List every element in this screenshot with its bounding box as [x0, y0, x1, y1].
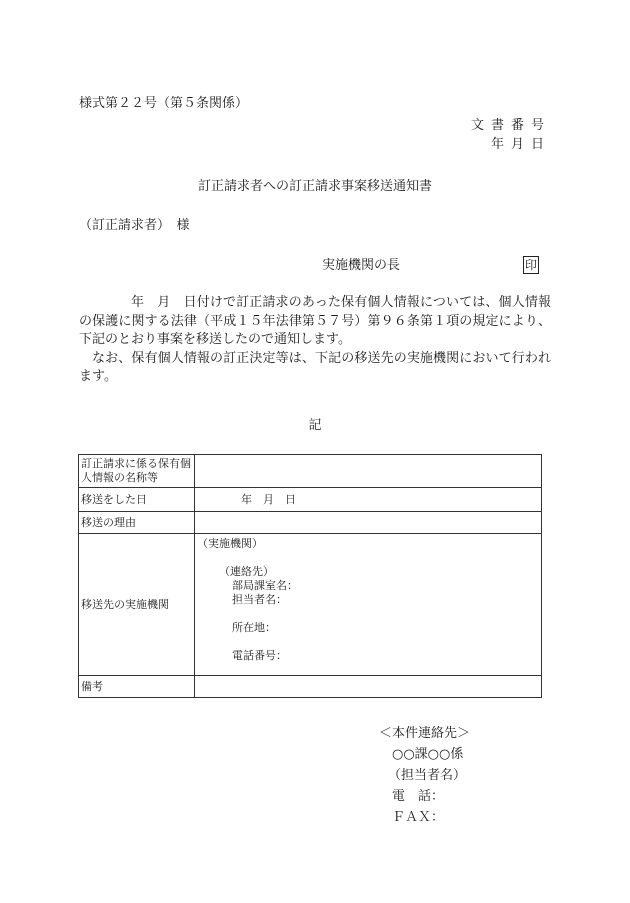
- table-row: [79, 512, 542, 534]
- table-row: [79, 676, 542, 698]
- contact-block: [379, 723, 470, 828]
- label-cell: [79, 455, 195, 488]
- form-number: 様式第２２号（第５条関係）: [79, 96, 249, 111]
- document-title: 訂正請求者への訂正請求事案移送通知書: [197, 179, 432, 194]
- row-label-remarks: 備考: [79, 676, 195, 698]
- person-label: 担当者名：: [232, 593, 287, 606]
- addressee: （訂正請求者） 様: [79, 218, 190, 233]
- ki-heading: 記: [308, 418, 322, 433]
- row-label-transfer-date: 移送をした日: [79, 488, 195, 512]
- row-label-info-name: 訂正請求に係る保有個人情報の名称等: [81, 457, 191, 484]
- transfer-info-table: [78, 454, 542, 698]
- contact-fax: ＦＡＸ：: [392, 810, 445, 825]
- document-number-label: 文書番号: [470, 118, 551, 133]
- institution-label: （実施機関）: [197, 537, 263, 550]
- contact-person: （担当者名）: [388, 768, 467, 783]
- contact-phone: 電 話：: [392, 789, 445, 804]
- phone-label: 電話番号：: [232, 649, 287, 662]
- value-cell-remarks: [195, 676, 542, 698]
- contact-label: （連絡先）: [219, 565, 274, 578]
- row-label-transfer-reason: 移送の理由: [79, 512, 195, 534]
- value-cell-info-name: [195, 455, 542, 488]
- table-row: [79, 488, 542, 512]
- date-label: 年月日: [490, 137, 551, 152]
- table-row: [79, 534, 542, 676]
- contact-heading: ＜本件連絡先＞: [379, 726, 471, 741]
- sender-title: 実施機関の長: [322, 258, 401, 273]
- contact-section: ○○課○○係: [392, 747, 464, 762]
- body-paragraph-1: 年 月 日付けで訂正請求のあった保有個人情報については、個人情報の保護に関する法律（平成１５年法律第５７号）第９６条第１項の規定により、下記のとおり事案を移送したので通知します。: [79, 295, 551, 347]
- value-cell-transfer-reason: [195, 512, 542, 534]
- seal-stamp: 印: [524, 258, 537, 272]
- table-row: [79, 455, 542, 488]
- row-label-destination: 移送先の実施機関: [79, 534, 195, 676]
- address-label: 所在地：: [232, 621, 276, 634]
- transfer-date-value: 年 月 日: [241, 492, 296, 506]
- body-text: [79, 294, 551, 387]
- body-paragraph-2: なお、保有個人情報の訂正決定等は、下記の移送先の実施機関において行われます。: [79, 350, 551, 384]
- value-cell-transfer-date: [195, 488, 542, 512]
- department-label: 部局課室名：: [232, 579, 298, 592]
- value-cell-destination: [195, 534, 542, 676]
